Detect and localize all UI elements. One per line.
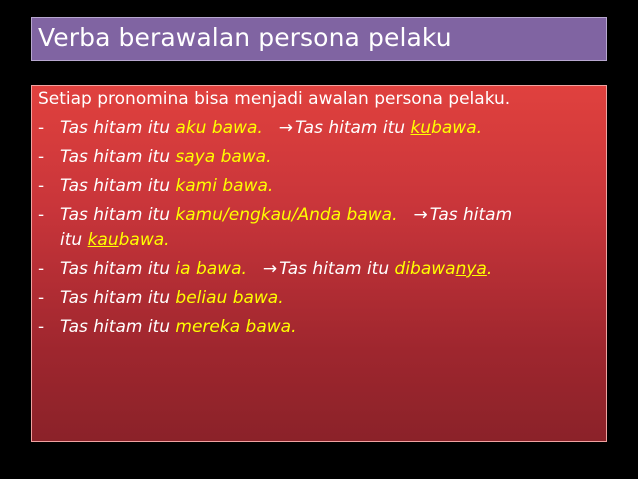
pronoun-phrase: saya bawa bbox=[175, 147, 267, 167]
period: . bbox=[257, 118, 263, 138]
period: . bbox=[267, 176, 274, 196]
result-suffix: nya bbox=[455, 259, 487, 279]
bullet-dash: - bbox=[38, 147, 45, 167]
list-item-mereka bbox=[38, 317, 296, 337]
period: . bbox=[164, 230, 170, 250]
pronoun-phrase: kamu/engkau/Anda bawa bbox=[175, 205, 393, 225]
base-text: Tas hitam itu bbox=[60, 118, 170, 138]
intro-text: Setiap pronomina bisa menjadi awalan persona pelaku. bbox=[38, 89, 511, 109]
base-text: Tas hitam itu bbox=[60, 205, 170, 225]
result-prefix: ku bbox=[410, 118, 432, 138]
arrow-right-icon: → bbox=[413, 205, 428, 225]
period: . bbox=[392, 205, 398, 225]
list-item-kamu bbox=[38, 205, 512, 225]
slide-title-box bbox=[31, 17, 607, 61]
base-text: Tas hitam itu bbox=[60, 176, 170, 196]
slide-content-box bbox=[31, 85, 607, 442]
period: . bbox=[278, 288, 284, 308]
result-base: Tas hitam itu bbox=[279, 259, 390, 279]
bullet-dash: - bbox=[38, 317, 45, 337]
list-item-beliau bbox=[38, 288, 284, 308]
base-text: Tas hitam itu bbox=[60, 147, 170, 167]
list-item-aku bbox=[38, 118, 482, 138]
list-item-saya bbox=[38, 147, 272, 167]
period: . bbox=[486, 259, 493, 279]
bullet-dash: - bbox=[38, 205, 45, 225]
list-item-ia bbox=[38, 259, 492, 279]
bullet-dash: - bbox=[38, 288, 45, 308]
list-item-kamu-continuation bbox=[60, 230, 170, 250]
period: . bbox=[266, 147, 272, 167]
base-text: Tas hitam itu bbox=[60, 317, 170, 337]
pronoun-phrase: kami bawa bbox=[175, 176, 268, 196]
result-base: Tas hitam itu bbox=[295, 118, 406, 138]
result-rest: bawa bbox=[118, 230, 165, 250]
arrow-right-icon: → bbox=[262, 259, 278, 279]
result-base-line2: itu bbox=[60, 230, 83, 250]
result-rest: bawa bbox=[431, 118, 477, 138]
pronoun-phrase: mereka bawa bbox=[175, 317, 292, 337]
period: . bbox=[476, 118, 483, 138]
result-base: Tas hitam bbox=[429, 205, 513, 225]
bullet-dash: - bbox=[38, 259, 45, 279]
bullet-dash: - bbox=[38, 176, 45, 196]
pronoun-phrase: ia bawa bbox=[175, 259, 242, 279]
base-text: Tas hitam itu bbox=[60, 288, 170, 308]
slide-title: Verba berawalan persona pelaku bbox=[38, 23, 452, 52]
pronoun-phrase: beliau bawa bbox=[175, 288, 279, 308]
result-prefix: kau bbox=[87, 230, 119, 250]
period: . bbox=[291, 317, 297, 337]
bullet-dash: - bbox=[38, 118, 45, 138]
pronoun-phrase: aku bawa bbox=[175, 118, 258, 138]
list-item-kami bbox=[38, 176, 273, 196]
arrow-right-icon: → bbox=[278, 118, 294, 138]
base-text: Tas hitam itu bbox=[60, 259, 170, 279]
period: . bbox=[241, 259, 247, 279]
result-pre: dibawa bbox=[394, 259, 456, 279]
